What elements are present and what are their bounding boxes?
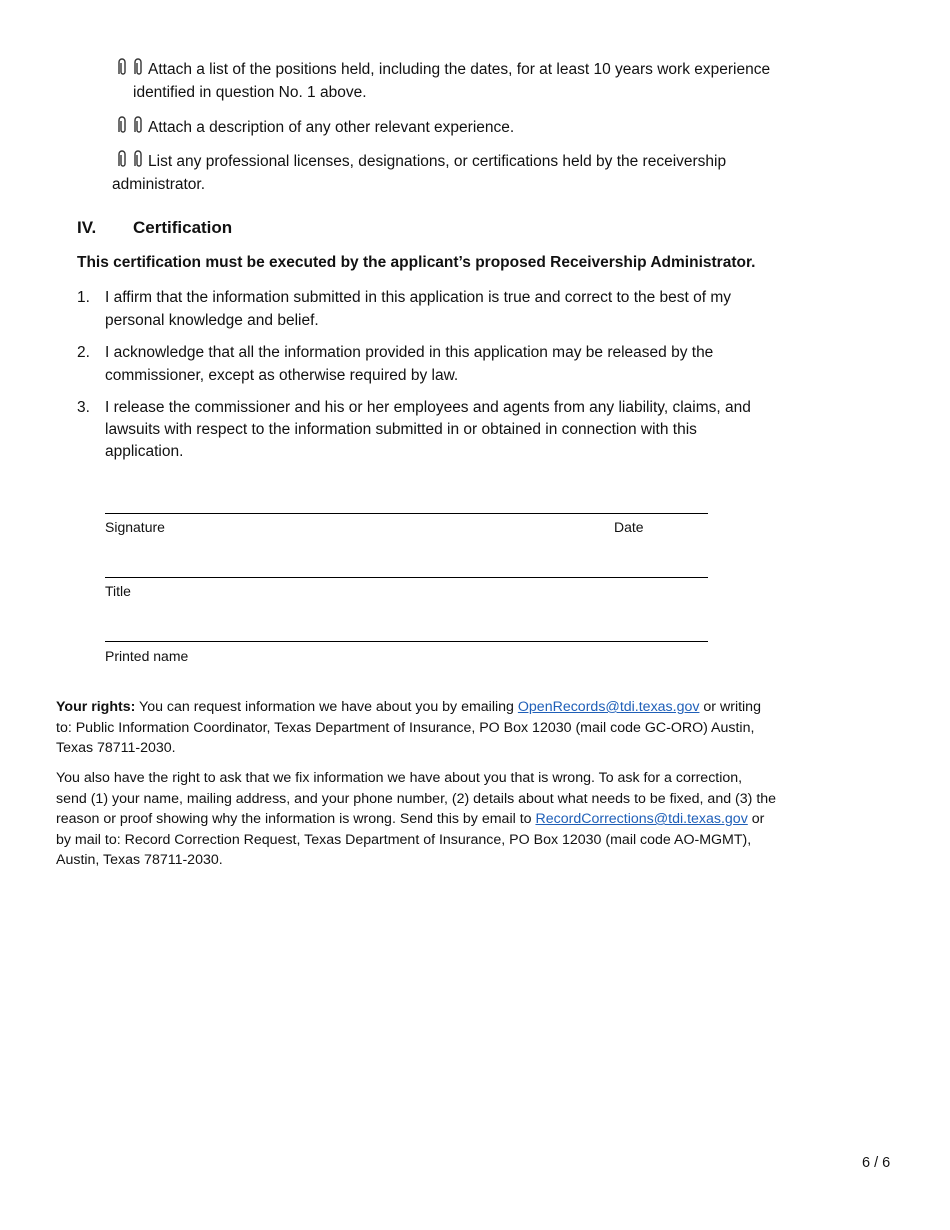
statement-1: 1. I affirm that the information submitted in this application is true and correct to the best of my personal knowledge and belief. xyxy=(77,289,732,329)
section-number: IV. xyxy=(77,218,97,237)
paperclip-icon xyxy=(114,149,145,169)
attachment-2: Attach a description of any other relevant experience. xyxy=(114,115,514,139)
attachment-3-continued: administrator. xyxy=(112,176,206,193)
attachment-1-continued: identified in question No. 1 above. xyxy=(133,84,367,101)
statement-3: 3. I release the commissioner and his or her employees and agents from any liability, claims, and lawsuits with respect to the information submitted in or obtained in connection with this application. xyxy=(77,399,751,460)
rights-paragraph-1: Your rights: You can request information we have about you by emailing OpenRecords@tdi.texas.gov or writing to: Public Information Coordinator, Texas Department of Insurance, PO Box 12030 (mail code GC-ORO) Austin, Texas 78711-2030. xyxy=(56,699,761,756)
attachment-3: List any professional licenses, designations, or certifications held by the receivership xyxy=(114,149,726,173)
signature-line[interactable] xyxy=(105,513,708,514)
paperclip-icon xyxy=(114,115,145,135)
title-label: Title xyxy=(105,583,131,599)
printed-name-label: Printed name xyxy=(105,648,189,664)
title-line[interactable] xyxy=(105,577,708,578)
record-corrections-email-link[interactable]: RecordCorrections@tdi.texas.gov xyxy=(535,811,748,827)
rights-paragraph-2: You also have the right to ask that we fix information we have about you that is wrong. To ask for a correction, send (1) your name, mailing address, and your phone number, (2) details about what needs to be fixed, and (3) the reason or proof showing why the information is wrong. Send this by email to RecordCorrections@tdi.texas.gov or by mail to: Record Correction Request, Texas Department of Insurance, PO Box 12030 (mail code AO-MGMT), Austin, Texas 78711-2030. xyxy=(56,770,777,868)
rights-heading: Your rights: xyxy=(56,699,136,715)
section-title: Certification xyxy=(133,218,233,237)
printed-name-line[interactable] xyxy=(105,641,708,642)
statement-2: 2. I acknowledge that all the information provided in this application may be released by the commissioner, except as otherwise required by law. xyxy=(77,344,714,384)
paperclip-icon xyxy=(114,57,145,77)
open-records-email-link[interactable]: OpenRecords@tdi.texas.gov xyxy=(517,699,700,715)
date-label: Date xyxy=(614,519,644,535)
page-number: 6 / 6 xyxy=(862,1155,891,1171)
attachment-1: Attach a list of the positions held, including the dates, for at least 10 years work experience xyxy=(114,57,770,81)
certification-lead: This certification must be executed by the applicant’s proposed Receivership Administrator. xyxy=(77,254,756,271)
signature-label: Signature xyxy=(105,519,165,535)
